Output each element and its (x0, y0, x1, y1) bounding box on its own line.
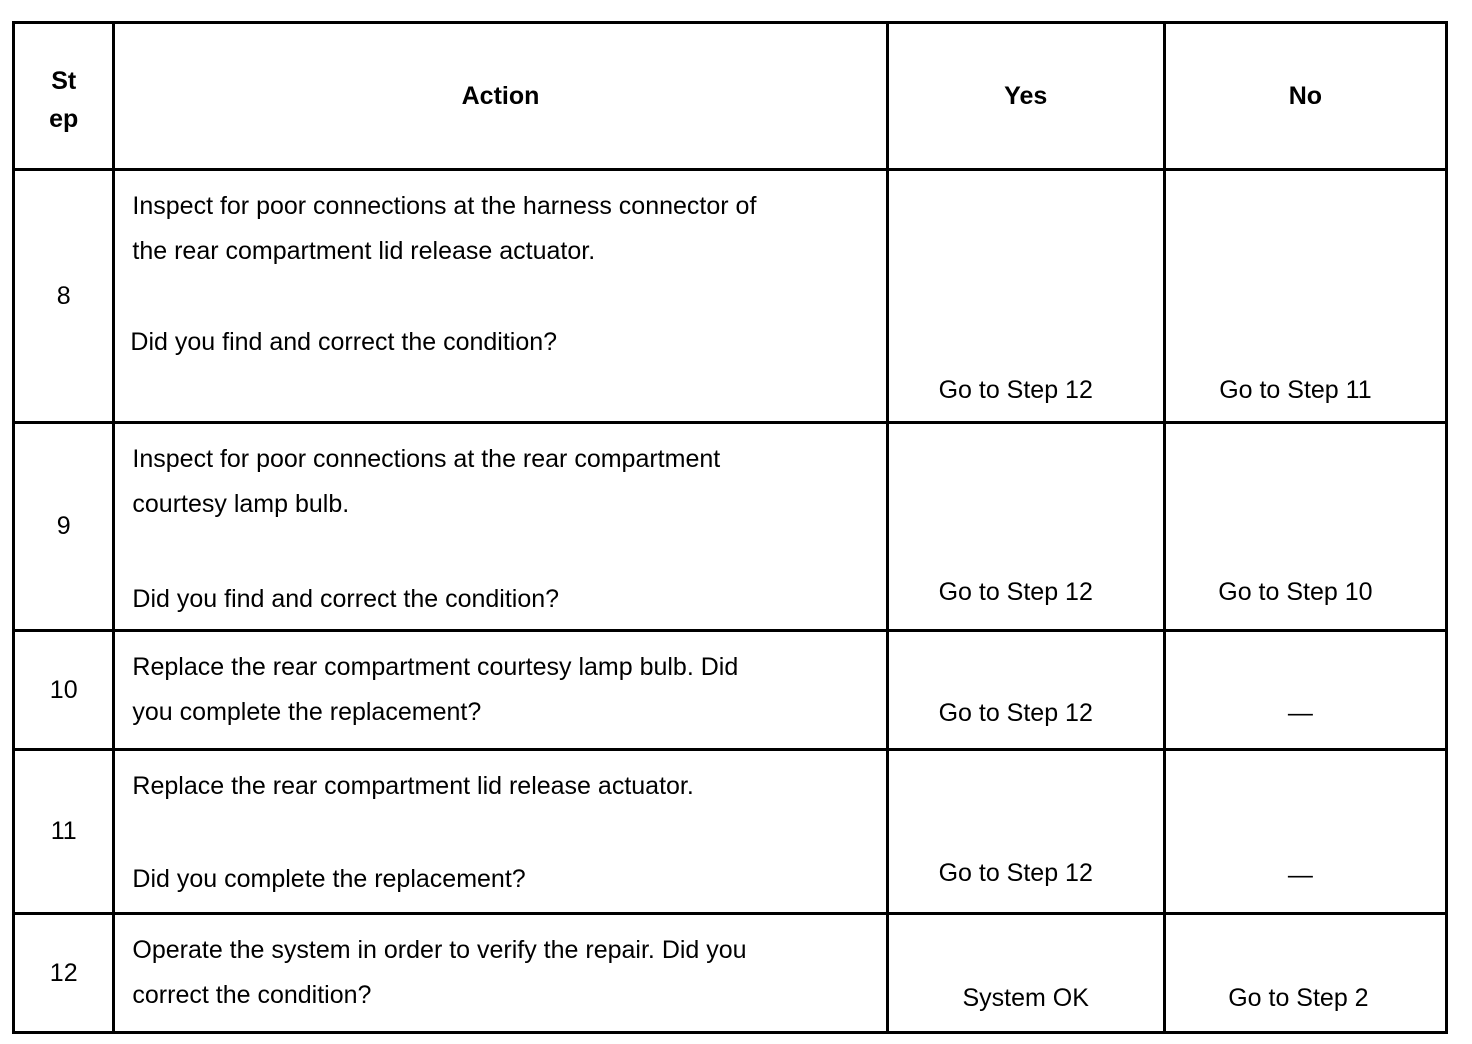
no-result: Go to Step 11 (1219, 376, 1372, 404)
action-cell (114, 170, 887, 423)
action-question: Did you find and correct the condition? (130, 328, 558, 356)
yes-cell (887, 170, 1164, 423)
header-no: No (1164, 23, 1446, 170)
action-question: Did you find and correct the condition? (132, 585, 560, 613)
action-text-line: courtesy lamp bulb. (132, 490, 350, 518)
step-number: 12 (14, 914, 114, 1033)
no-result: Go to Step 10 (1218, 578, 1373, 606)
header-yes: Yes (887, 23, 1164, 170)
no-cell (1164, 750, 1446, 914)
action-text-line: Replace the rear compartment lid release actuator. (132, 772, 694, 800)
table-header-row (14, 23, 1447, 170)
action-text-line: Replace the rear compartment courtesy lamp bulb. Did (132, 653, 739, 681)
action-text-line: Operate the system in order to verify the repair. Did you (132, 936, 747, 964)
table-row (14, 631, 1447, 750)
yes-cell (887, 914, 1164, 1033)
no-cell (1164, 631, 1446, 750)
no-cell (1164, 423, 1446, 631)
no-result: Go to Step 2 (1228, 984, 1369, 1012)
table-row (14, 914, 1447, 1033)
no-cell (1164, 170, 1446, 423)
action-text-line: Inspect for poor connections at the rear compartment (132, 445, 721, 473)
table-row (14, 170, 1447, 423)
action-cell (114, 914, 887, 1033)
yes-cell (887, 750, 1164, 914)
action-cell (114, 631, 887, 750)
yes-result: Go to Step 12 (938, 376, 1093, 404)
step-number: 10 (14, 631, 114, 750)
step-number: 9 (14, 423, 114, 631)
header-step: St ep (14, 23, 114, 170)
yes-cell (887, 631, 1164, 750)
table-row (14, 423, 1447, 631)
step-number: 11 (14, 750, 114, 914)
table-row (14, 750, 1447, 914)
action-cell (114, 750, 887, 914)
action-text-line: the rear compartment lid release actuator. (132, 237, 596, 265)
diagnostic-table (12, 21, 1448, 1034)
action-text-line: you complete the replacement? (132, 698, 482, 726)
yes-result: System OK (962, 984, 1089, 1012)
step-number: 8 (14, 170, 114, 423)
action-cell (114, 423, 887, 631)
header-action: Action (114, 23, 887, 170)
yes-result: Go to Step 12 (938, 699, 1093, 727)
action-text-line: Inspect for poor connections at the harness connector of (132, 192, 757, 220)
action-text-line: correct the condition? (132, 981, 372, 1009)
action-question: Did you complete the replacement? (132, 865, 526, 893)
yes-cell (887, 423, 1164, 631)
no-cell (1164, 914, 1446, 1033)
no-result: — (1287, 861, 1313, 889)
yes-result: Go to Step 12 (938, 578, 1093, 606)
no-result: — (1287, 699, 1313, 727)
yes-result: Go to Step 12 (938, 859, 1093, 887)
